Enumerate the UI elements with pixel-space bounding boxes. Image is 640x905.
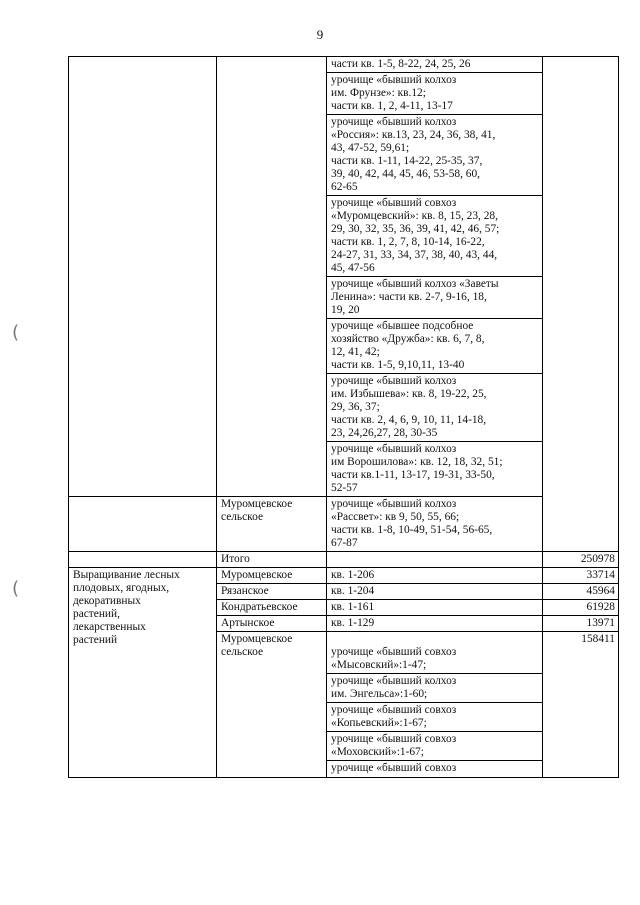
text-line: 29, 30, 32, 35, 36, 39, 41, 42, 46, 57;	[331, 223, 500, 235]
text-line: 45, 47-56	[331, 262, 375, 274]
text-line: урочище «бывший колхоз	[331, 443, 457, 455]
settlement-cell	[217, 632, 327, 778]
tract-cell	[327, 277, 543, 319]
tract-cell	[327, 73, 543, 115]
tract-cell	[327, 497, 543, 552]
text-line: «Рассвет»: кв 9, 50, 55, 66;	[331, 511, 460, 523]
text-line: «Копьевский»:1-67;	[331, 717, 427, 729]
total-row	[69, 552, 619, 568]
table-row	[69, 497, 619, 552]
text-line: растений,	[73, 608, 120, 620]
text-line: урочище «бывший совхоз	[331, 733, 457, 745]
text-line: Выращивание лесных	[73, 569, 180, 581]
text-line: сельское	[221, 646, 264, 658]
tract-cell	[327, 761, 543, 778]
settlement-cell-continued	[217, 57, 327, 497]
text-line: Муромцевское	[221, 498, 293, 510]
area-cell: 33714	[543, 568, 619, 584]
tract-cell	[327, 442, 543, 497]
area-cell: 158411	[543, 632, 619, 778]
text-line: 62-65	[331, 181, 358, 193]
text-line: урочище «бывший совхоз	[331, 762, 457, 774]
district-row	[69, 568, 619, 584]
tract-cell	[327, 674, 543, 703]
text-line: им. Энгельса»:1-60;	[331, 688, 428, 700]
text-line: им Ворошилова»: кв. 12, 18, 32, 51;	[331, 456, 503, 468]
tract-cell	[327, 703, 543, 732]
text-line: Ленина»: части кв. 2-7, 9-16, 18,	[331, 291, 487, 303]
text-line: 12, 41, 42;	[331, 346, 380, 358]
text-line: 52-57	[331, 482, 358, 494]
text-line: части кв. 1, 2, 7, 8, 10-14, 16-22,	[331, 236, 485, 248]
table-row	[69, 57, 619, 73]
text-line: плодовых, ягодных,	[73, 582, 170, 594]
text-line: урочище «бывший колхоз	[331, 498, 457, 510]
spacer	[331, 633, 539, 646]
text-line: им. Избышева»: кв. 8, 19-22, 25,	[331, 388, 487, 400]
category-cell-empty	[69, 497, 217, 552]
quarters-cell: кв. 1-161	[327, 600, 543, 616]
text-line: части кв. 1-5, 9,10,11, 13-40	[331, 359, 465, 371]
text-line: части кв. 1-8, 10-49, 51-54, 56-65,	[331, 524, 493, 536]
settlement-cell	[217, 497, 327, 552]
total-value: 250978	[543, 552, 619, 568]
district-name: Кондратьевское	[217, 600, 327, 616]
text-line: части кв.1-11, 13-17, 19-31, 33-50,	[331, 469, 495, 481]
tract-cell	[327, 115, 543, 196]
area-cell: 45964	[543, 584, 619, 600]
text-line: урочище «бывший колхоз	[331, 74, 457, 86]
text-line: Муромцевское	[221, 633, 293, 645]
text-line: «Россия»: кв.13, 23, 24, 36, 38, 41,	[331, 129, 496, 141]
quarters-cell: кв. 1-129	[327, 616, 543, 632]
text-line: 19, 20	[331, 304, 360, 316]
category-cell-continued	[69, 57, 217, 497]
text-line: урочище «бывший колхоз	[331, 116, 457, 128]
punch-hole-mark: (	[12, 578, 20, 599]
quarters-cell: кв. 1-206	[327, 568, 543, 584]
tract-cell	[327, 57, 543, 73]
text-line: части кв. 1-5, 8-22, 24, 25, 26	[331, 58, 471, 70]
category-cell-empty	[69, 552, 217, 568]
area-cell-continued	[543, 57, 619, 552]
quarters-cell: кв. 1-204	[327, 584, 543, 600]
text-line: 43, 47-52, 59,61;	[331, 142, 410, 154]
text-line: «Моховский»:1-67;	[331, 746, 424, 758]
text-line: части кв. 1, 2, 4-11, 13-17	[331, 100, 453, 112]
text-line: урочище «бывший совхоз	[331, 197, 457, 209]
tract-cell	[327, 732, 543, 761]
text-line: «Муромцевский»: кв. 8, 15, 23, 28,	[331, 210, 498, 222]
forest-areas-table	[68, 56, 619, 778]
district-name: Артынское	[217, 616, 327, 632]
text-line: части кв. 2, 4, 6, 9, 10, 11, 14-18,	[331, 414, 487, 426]
tract-cell	[327, 319, 543, 374]
text-line: 24-27, 31, 33, 34, 37, 38, 40, 43, 44,	[331, 249, 498, 261]
text-line: хозяйство «Дружба»: кв. 6, 7, 8,	[331, 333, 485, 345]
tract-cell	[327, 196, 543, 277]
text-line: 29, 36, 37;	[331, 401, 380, 413]
tract-cell	[327, 632, 543, 674]
text-line: урочище «бывший колхоз	[331, 375, 457, 387]
text-line: сельское	[221, 511, 264, 523]
district-name: Рязанское	[217, 584, 327, 600]
punch-hole-mark: (	[12, 322, 20, 343]
area-cell: 61928	[543, 600, 619, 616]
district-name: Муромцевское	[217, 568, 327, 584]
area-cell: 13971	[543, 616, 619, 632]
text-line: урочище «бывший совхоз	[331, 646, 457, 658]
text-line: 67-87	[331, 537, 358, 549]
text-line: им. Фрунзе»: кв.12;	[331, 87, 426, 99]
page-number: 9	[316, 27, 324, 42]
total-label: Итого	[217, 552, 327, 568]
text-line: «Мысовский»:1-47;	[331, 659, 427, 671]
text-line: части кв. 1-11, 14-22, 25-35, 37,	[331, 155, 483, 167]
text-line: декоративных	[73, 595, 141, 607]
text-line: урочище «бывший колхоз «Заветы	[331, 278, 499, 290]
tract-cell	[327, 374, 543, 442]
text-line: урочище «бывший совхоз	[331, 704, 457, 716]
text-line: урочище «бывшее подсобное	[331, 320, 474, 332]
text-line: растений	[73, 634, 118, 646]
text-line: лекарственных	[73, 621, 146, 633]
text-line: урочище «бывший колхоз	[331, 675, 457, 687]
tract-cell-empty	[327, 552, 543, 568]
category-cell	[69, 568, 217, 778]
text-line: 23, 24,26,27, 28, 30-35	[331, 427, 438, 439]
text-line: 39, 40, 42, 44, 45, 46, 53-58, 60,	[331, 168, 481, 180]
